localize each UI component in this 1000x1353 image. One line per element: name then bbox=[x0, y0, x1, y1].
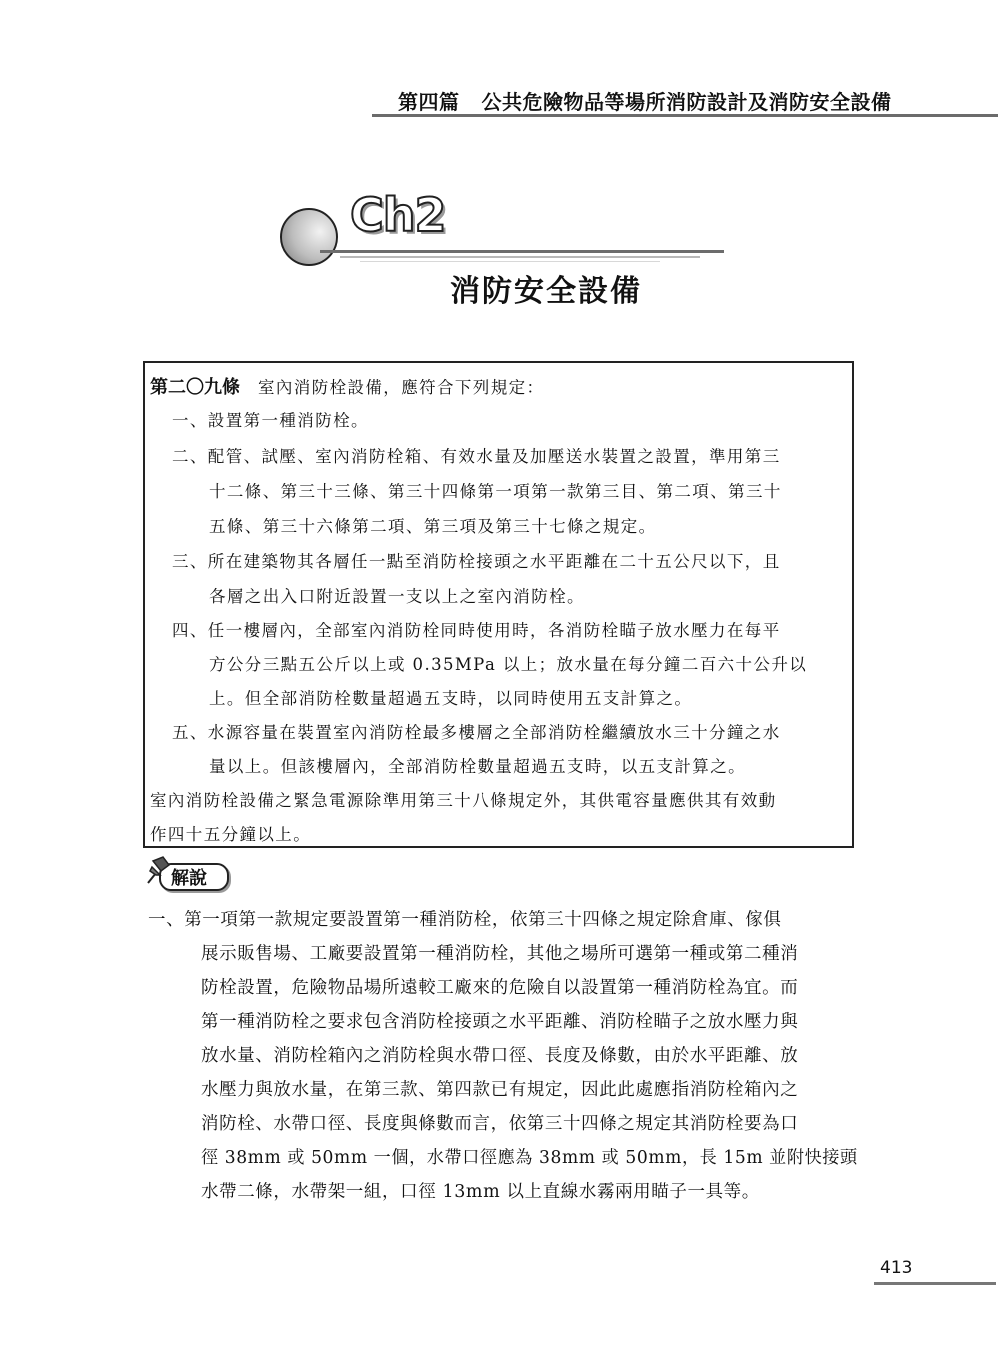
explanation-line: 展示販售場、工廠要設置第一種消防栓，其他之場所可選第一種或第二種消 bbox=[201, 944, 799, 964]
chapter-title: 消防安全設備 bbox=[450, 274, 642, 309]
pushpin-icon bbox=[145, 855, 171, 885]
chapter-rule-tertiary bbox=[360, 261, 660, 262]
explanation-label: 解說 bbox=[171, 868, 207, 889]
article-item: 三、所在建築物其各層任一點至消防栓接頭之水平距離在二十五公尺以下，且 bbox=[172, 552, 781, 571]
explanation-line: 徑 38mm 或 50mm 一個，水帶口徑應為 38mm 或 50mm，長 15m 並附快接頭 bbox=[201, 1148, 858, 1168]
part-label: 第四篇 bbox=[398, 90, 460, 114]
explanation-line: 一、第一項第一款規定要設置第一種消防栓，依第三十四條之規定除倉庫、傢俱 bbox=[148, 910, 782, 930]
part-title: 公共危險物品等場所消防設計及消防安全設備 bbox=[481, 90, 892, 114]
article-item: 二、配管、試壓、室內消防栓箱、有效水量及加壓送水裝置之設置，準用第三 bbox=[172, 447, 781, 466]
explanation-badge bbox=[145, 855, 233, 891]
article-item-cont: 量以上。但該樓層內，全部消防栓數量超過五支時，以五支計算之。 bbox=[209, 757, 746, 776]
footer-rule bbox=[874, 1282, 996, 1285]
explanation-line: 防栓設置，危險物品場所遠較工廠來的危險自以設置第一種消防栓為宜。而 bbox=[201, 978, 799, 998]
explanation-line: 放水量、消防栓箱內之消防栓與水帶口徑、長度及條數，由於水平距離、放 bbox=[201, 1046, 799, 1066]
running-header-text bbox=[398, 86, 892, 115]
chapter-heading bbox=[280, 188, 730, 309]
explanation-line: 消防栓、水帶口徑、長度與條數而言，依第三十四條之規定其消防栓要為口 bbox=[201, 1114, 799, 1134]
chapter-rule-secondary bbox=[340, 256, 700, 258]
chapter-rule bbox=[320, 250, 724, 253]
explanation-line: 水帶二條，水帶架一組，口徑 13mm 以上直線水霧兩用瞄子一具等。 bbox=[201, 1182, 760, 1202]
article-item-cont: 上。但全部消防栓數量超過五支時，以同時使用五支計算之。 bbox=[209, 689, 693, 708]
article-item-cont: 方公分三點五公斤以上或 0.35MPa 以上；放水量在每分鐘二百六十公升以 bbox=[209, 655, 808, 674]
article-item: 一、設置第一種消防栓。 bbox=[172, 411, 369, 430]
article-box bbox=[143, 361, 854, 848]
article-item: 四、任一樓層內，全部室內消防栓同時使用時，各消防栓瞄子放水壓力在每平 bbox=[172, 621, 781, 640]
chapter-number: Ch2 bbox=[350, 188, 446, 242]
article-item-cont: 五條、第三十六條第二項、第三項及第三十七條之規定。 bbox=[209, 517, 657, 536]
chapter-circle-icon bbox=[280, 208, 338, 266]
explanation-line: 第一種消防栓之要求包含消防栓接頭之水平距離、消防栓瞄子之放水壓力與 bbox=[201, 1012, 799, 1032]
article-item: 五、水源容量在裝置室內消防栓最多樓層之全部消防栓繼續放水三十分鐘之水 bbox=[172, 723, 781, 742]
article-item-cont: 十二條、第三十三條、第三十四條第一項第一款第三目、第二項、第三十 bbox=[209, 482, 782, 501]
header-rule bbox=[372, 114, 998, 117]
article-item-cont: 各層之出入口附近設置一支以上之室內消防栓。 bbox=[209, 587, 585, 606]
article-intro: 室內消防栓設備，應符合下列規定： bbox=[258, 378, 545, 397]
page-number: 413 bbox=[880, 1258, 913, 1278]
article-paragraph: 室內消防栓設備之緊急電源除準用第三十八條規定外，其供電容量應供其有效動 bbox=[150, 791, 777, 810]
article-heading bbox=[150, 373, 544, 399]
article-number: 第二〇九條 bbox=[150, 377, 240, 398]
article-paragraph-cont: 作四十五分鐘以上。 bbox=[150, 825, 312, 844]
explanation-line: 水壓力與放水量，在第三款、第四款已有規定，因此此處應指消防栓箱內之 bbox=[201, 1080, 799, 1100]
